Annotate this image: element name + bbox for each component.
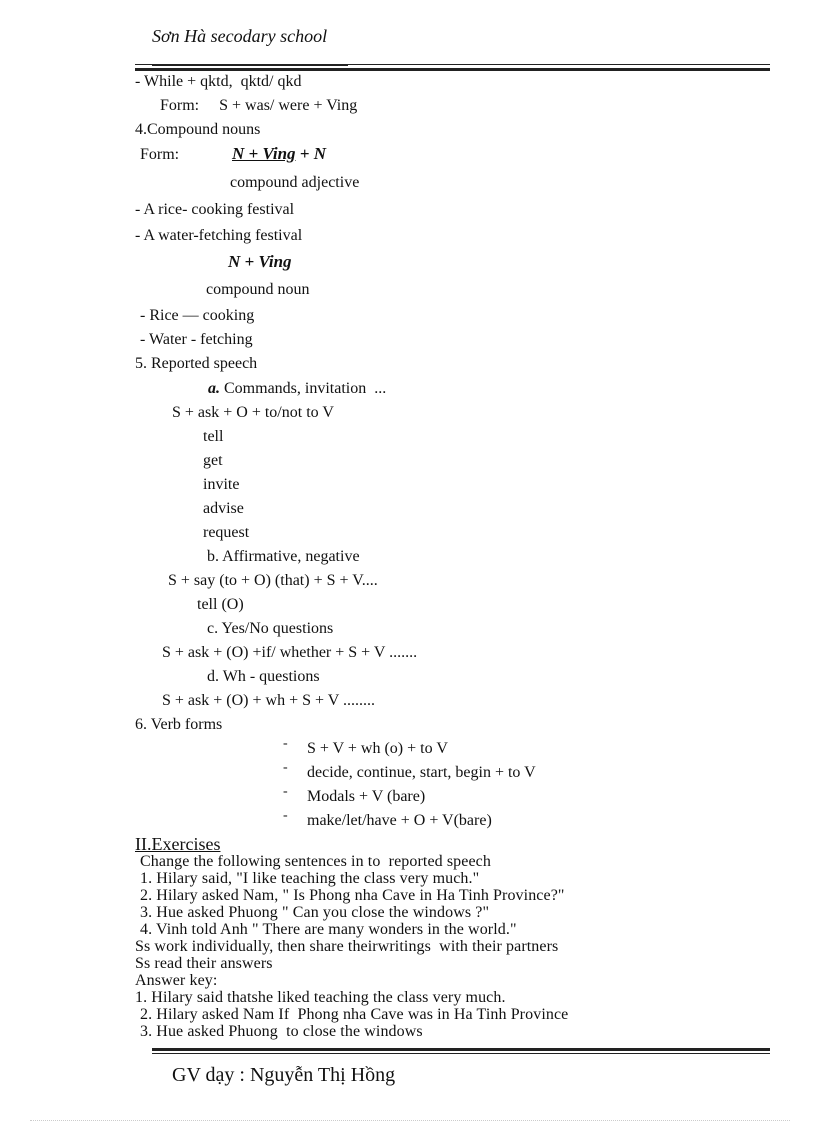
- line-commands: [208, 379, 386, 399]
- answer-key-label: Answer key:: [135, 972, 218, 989]
- line-water-fetching: - Water - fetching: [140, 331, 253, 348]
- exercise-item-3: 3. Hue asked Phuong " Can you close the windows ?": [140, 904, 490, 921]
- line-yes-no: c. Yes/No questions: [207, 620, 334, 637]
- exercise-note-work: Ss work individually, then share theirwritings with their partners: [135, 938, 559, 955]
- page-bottom-dotted-line: [30, 1120, 790, 1121]
- footer-rule-thin: [152, 1053, 770, 1054]
- bullet-marker: -: [283, 784, 288, 799]
- line-affirmative: b. Affirmative, negative: [207, 548, 360, 565]
- answer-item-2: 2. Hilary asked Nam If Phong nha Cave was in Ha Tinh Province: [140, 1006, 569, 1023]
- line-say-formula: S + say (to + O) (that) + S + V....: [168, 572, 378, 589]
- exercise-note-read: Ss read their answers: [135, 955, 273, 972]
- bullet-marker: -: [283, 736, 288, 751]
- commands-text: Commands, invitation ...: [220, 380, 387, 397]
- header-rule-thin: [135, 64, 770, 65]
- line-wh-questions: d. Wh - questions: [207, 668, 320, 685]
- exercise-item-2: 2. Hilary asked Nam, " Is Phong nha Cave in Ha Tinh Province?": [140, 887, 565, 904]
- formula-n-ving-n: [232, 144, 326, 164]
- line-if-whether-formula: S + ask + (O) +if/ whether + S + V .......: [162, 644, 418, 661]
- answer-item-3: 3. Hue asked Phuong to close the windows: [140, 1023, 423, 1040]
- bullet-make-let-have: make/let/have + O + V(bare): [307, 812, 492, 829]
- line-compound-noun: compound noun: [206, 281, 310, 298]
- label-a: a.: [208, 380, 220, 397]
- line-tell-o: tell (O): [197, 596, 244, 613]
- bullet-modals: Modals + V (bare): [307, 788, 426, 805]
- heading-compound-nouns: 4.Compound nouns: [135, 121, 261, 138]
- form-label: Form:: [140, 146, 180, 163]
- answer-item-1: 1. Hilary said thatshe liked teaching the class very much.: [135, 989, 506, 1006]
- line-ask-formula: S + ask + O + to/not to V: [172, 404, 334, 421]
- line-form-label: [140, 145, 179, 165]
- exercise-item-4: 4. Vinh told Anh " There are many wonders in the world.": [140, 921, 517, 938]
- bullet-marker: -: [283, 760, 288, 775]
- school-header: Sơn Hà secodary school: [152, 26, 328, 46]
- footer-rule-thick: [152, 1048, 770, 1051]
- heading-verb-forms: 6. Verb forms: [135, 716, 223, 733]
- line-rice-cooking-festival: - A rice- cooking festival: [135, 201, 295, 218]
- bullet-marker: -: [283, 808, 288, 823]
- line-invite: invite: [203, 476, 240, 493]
- formula-plus-n: + N: [295, 144, 327, 163]
- formula-n-ving: N + Ving: [228, 252, 292, 271]
- line-water-fetching-festival: - A water-fetching festival: [135, 227, 303, 244]
- line-wh-formula: S + ask + (O) + wh + S + V ........: [162, 692, 375, 709]
- teacher-footer: GV dạy : Nguyễn Thị Hồng: [172, 1064, 396, 1086]
- formula-n-ving-underlined: N + Ving: [232, 144, 296, 163]
- line-rice-cooking: - Rice — cooking: [140, 307, 255, 324]
- line-while: - While + qktd, qktd/ qkd: [135, 73, 302, 90]
- exercises-heading: II.Exercises: [135, 834, 221, 854]
- bullet-wh-to-v: S + V + wh (o) + to V: [307, 740, 448, 757]
- line-compound-adjective: compound adjective: [230, 174, 360, 191]
- line-form-while: Form: S + was/ were + Ving: [160, 97, 358, 114]
- header-rule-thick: [135, 68, 770, 71]
- bullet-decide: decide, continue, start, begin + to V: [307, 764, 536, 781]
- exercise-item-1: 1. Hilary said, "I like teaching the class very much.": [140, 870, 480, 887]
- line-advise: advise: [203, 500, 244, 517]
- exercise-instruction: Change the following sentences in to reported speech: [140, 853, 491, 870]
- heading-reported-speech: 5. Reported speech: [135, 355, 258, 372]
- line-request: request: [203, 524, 250, 541]
- line-tell: tell: [203, 428, 224, 445]
- line-get: get: [203, 452, 223, 469]
